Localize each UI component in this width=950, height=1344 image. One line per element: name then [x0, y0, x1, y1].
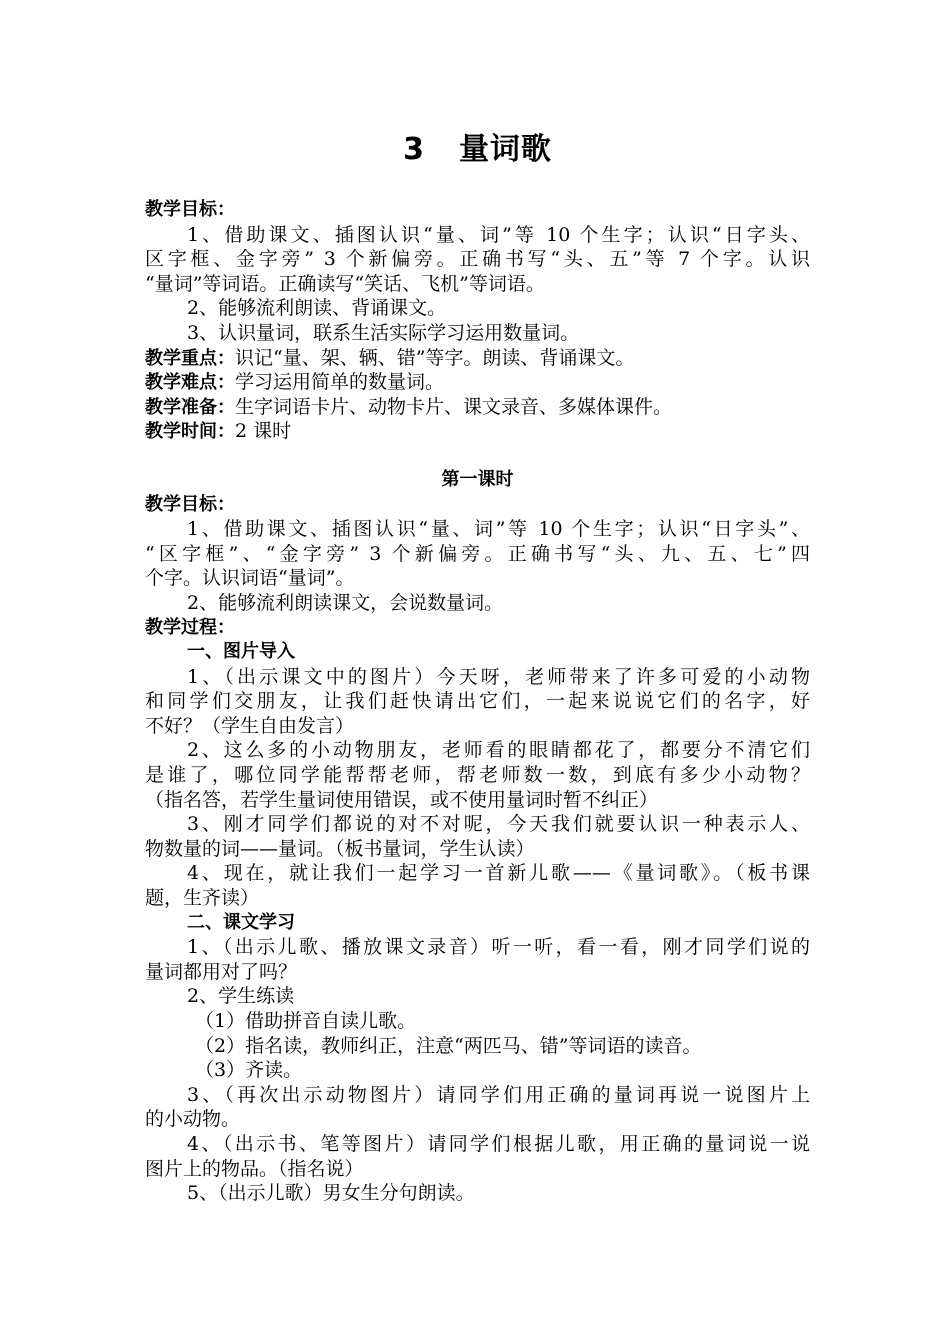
lesson-number: 3	[403, 132, 425, 167]
study-1-line-1: 1、（出示儿歌、播放课文录音）听一听，看一看，刚才同学们说的	[187, 936, 810, 959]
study-2-sub-3: （3）齐读。	[195, 1059, 303, 1082]
key-text: 识记“量、架、辆、错”等字。朗读、背诵课文。	[235, 346, 635, 369]
study-3-line-2: 的小动物。	[145, 1108, 241, 1131]
study-1-line-2: 量词都用对了吗？	[145, 960, 298, 983]
study-4-line-1: 4、（出示书、笔等图片）请同学们根据儿歌，用正确的量词说一说	[187, 1132, 810, 1155]
step-4-line-2: 题，生齐读）	[145, 887, 260, 910]
key-label: 教学重点：	[145, 347, 235, 369]
lesson-1-goals-label: 教学目标：	[145, 493, 235, 515]
study-2-sub-1: （1）借助拼音自读儿歌。	[195, 1010, 417, 1032]
step-2-line-3: （指名答，若学生量词使用错误，或不使用量词时暂不纠正）	[145, 788, 659, 811]
goal-1-line-2: 区字框、金字旁” 3 个新偏旁。正确书写“头、五”等 7 个字。认识	[145, 248, 810, 271]
teaching-time	[145, 419, 810, 444]
time-label: 教学时间：	[145, 421, 235, 443]
step-1-line-1: 1、（出示课文中的图片）今天呀，老师带来了许多可爱的小动物	[187, 665, 810, 688]
part-1-heading: 一、图片导入	[187, 641, 295, 663]
study-2: 2、学生练读	[187, 985, 295, 1008]
lesson-1-goal-1-line-2: “区字框”、“金字旁” 3 个新偏旁。正确书写“头、九、五、七”四	[145, 542, 810, 565]
key-points	[145, 346, 810, 371]
goal-1-line-1: 1、借助课文、插图认识“量、词”等 10 个生字；认识“日字头、	[187, 223, 810, 246]
step-3-line-2: 物数量的词——量词。（板书量词，学生认读）	[145, 837, 535, 860]
step-3-line-1: 3、刚才同学们都说的对不对呢，今天我们就要认识一种表示人、	[187, 813, 810, 836]
study-2-sub-2: （2）指名读，教师纠正，注意“两匹马、错”等词语的读音。	[195, 1034, 702, 1057]
document-body	[145, 198, 810, 1206]
prep-text: 生字词语卡片、动物卡片、课文录音、多媒体课件。	[235, 395, 673, 418]
page-title	[145, 130, 810, 170]
lesson-1-goal-1-line-1: 1、借助课文、插图认识“量、词”等 10 个生字；认识“日字头”、	[187, 518, 810, 541]
process-label: 教学过程：	[145, 616, 235, 638]
lesson-1-heading: 第一课时	[441, 468, 514, 490]
study-3-line-1: 3、（再次出示动物图片）请同学们用正确的量词再说一说图片上	[187, 1083, 810, 1106]
step-1-line-2: 和同学们交朋友，让我们赶快请出它们，一起来说说它们的名字，好	[145, 690, 810, 713]
goals-label: 教学目标：	[145, 199, 235, 220]
study-4-line-2: 图片上的物品。（指名说）	[145, 1157, 364, 1180]
step-2-line-1: 2、这么多的小动物朋友，老师看的眼睛都花了，都要分不清它们	[187, 739, 810, 762]
step-2-line-2: 是谁了，哪位同学能帮帮老师，帮老师数一数，到底有多少小动物？	[145, 764, 810, 787]
prep-label: 教学准备：	[145, 396, 235, 418]
difficulty-label: 教学难点：	[145, 372, 235, 394]
step-1-line-3: 不好？（学生自由发言）	[145, 714, 355, 737]
step-4-line-1: 4、现在，就让我们一起学习一首新儿歌——《量词歌》。（板书课	[187, 862, 810, 885]
lesson-1-goal-2: 2、能够流利朗读课文，会说数量词。	[187, 591, 504, 614]
goal-3: 3、认识量词，联系生活实际学习运用数量词。	[187, 321, 580, 344]
time-text: 2 课时	[235, 420, 292, 443]
goal-2: 2、能够流利朗读、背诵课文。	[187, 297, 447, 320]
goal-1-line-3: “量词”等词语。正确读写“笑话、飞机”等词语。	[145, 272, 545, 295]
lesson-title: 量词歌	[458, 132, 552, 167]
study-5: 5、（出示儿歌）男女生分句朗读。	[187, 1182, 475, 1205]
difficulty-text: 学习运用简单的数量词。	[235, 371, 445, 394]
part-2-heading: 二、课文学习	[187, 911, 295, 933]
difficulties	[145, 370, 810, 395]
preparation	[145, 395, 810, 420]
lesson-1-goal-1-line-3: 个字。认识词语“量词”。	[145, 567, 355, 590]
